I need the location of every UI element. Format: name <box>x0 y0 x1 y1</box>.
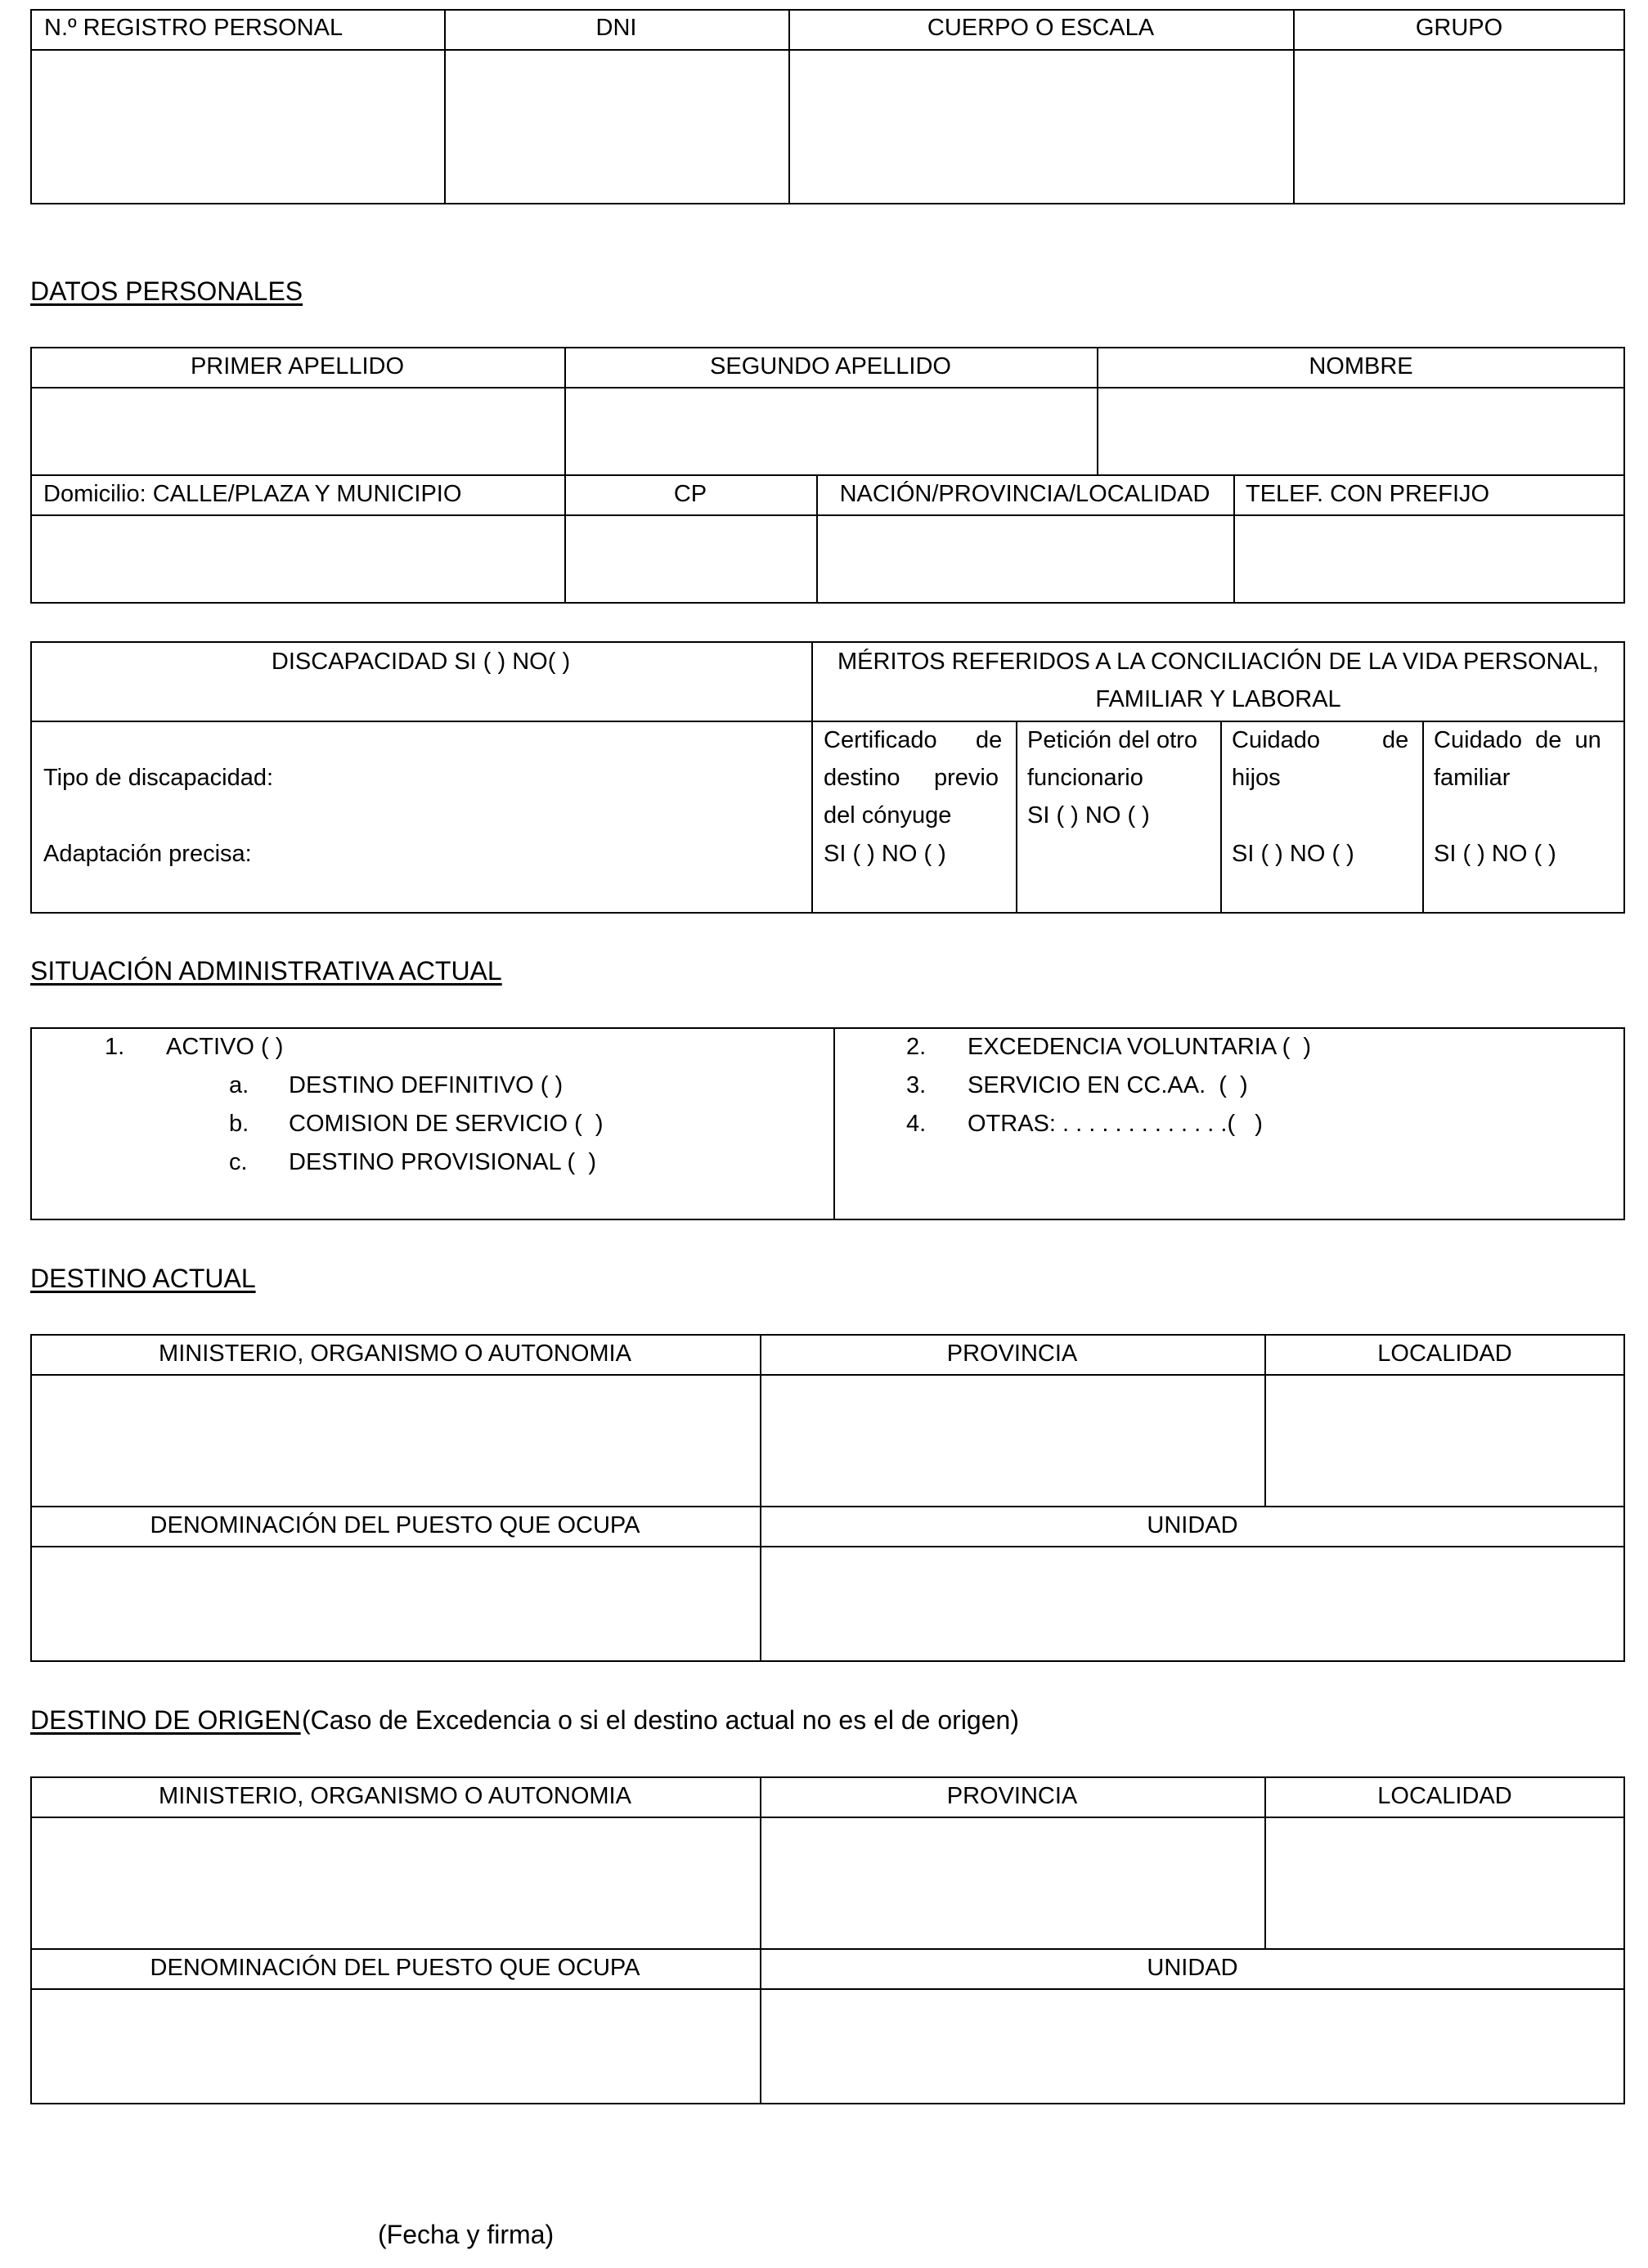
cp-field[interactable] <box>566 516 815 603</box>
merito-hijos-line1b: de <box>1382 727 1409 753</box>
merito-hijos-line1a: Cuidado <box>1232 727 1321 753</box>
situacion-num-b: b. <box>229 1111 249 1137</box>
header-grupo: GRUPO <box>1415 15 1503 41</box>
origen-denominacion-field[interactable] <box>32 1990 759 2104</box>
header-nacion-provincia-localidad: NACIÓN/PROVINCIA/LOCALIDAD <box>839 481 1210 507</box>
merito-certificado-line1b: de <box>976 727 1003 753</box>
primer-apellido-field[interactable] <box>32 388 564 474</box>
merito-familiar-si-no[interactable]: SI ( ) NO ( ) <box>1434 841 1556 867</box>
section-title-situacion-administrativa: SITUACIÓN ADMINISTRATIVA ACTUAL <box>30 956 502 986</box>
merito-peticion-si-no[interactable]: SI ( ) NO ( ) <box>1027 802 1150 829</box>
registro-personal-field[interactable] <box>32 51 443 203</box>
header-dni: DNI <box>595 15 637 41</box>
header-discapacidad: DISCAPACIDAD SI ( ) NO( ) <box>271 649 571 675</box>
situacion-destino-provisional[interactable]: DESTINO PROVISIONAL ( ) <box>289 1149 596 1175</box>
origen-provincia-field[interactable] <box>761 1818 1264 1947</box>
situacion-num-1: 1. <box>105 1034 125 1060</box>
grupo-field[interactable] <box>1295 51 1624 203</box>
header-cp: CP <box>673 481 707 507</box>
header-primer-apellido: PRIMER APELLIDO <box>190 353 405 379</box>
nacion-provincia-localidad-field[interactable] <box>818 516 1233 603</box>
header-segundo-apellido: SEGUNDO APELLIDO <box>710 353 951 379</box>
merito-certificado-line3: del cónyuge <box>824 802 952 829</box>
situacion-servicio-ccaa[interactable]: SERVICIO EN CC.AA. ( ) <box>968 1072 1248 1098</box>
merito-familiar-line1: Cuidado de un <box>1434 727 1601 753</box>
nombre-field[interactable] <box>1098 388 1624 474</box>
telefono-field[interactable] <box>1235 516 1624 603</box>
fecha-firma-label: (Fecha y firma) <box>378 2220 555 2249</box>
origen-unidad-field[interactable] <box>761 1990 1624 2104</box>
situacion-num-a: a. <box>229 1072 249 1098</box>
actual-ministerio-field[interactable] <box>32 1376 759 1505</box>
merito-hijos-si-no[interactable]: SI ( ) NO ( ) <box>1232 841 1354 867</box>
actual-provincia-field[interactable] <box>761 1376 1264 1505</box>
actual-header-provincia: PROVINCIA <box>946 1341 1078 1367</box>
tipo-discapacidad-label: Tipo de discapacidad: <box>43 765 274 791</box>
situacion-excedencia-voluntaria[interactable]: EXCEDENCIA VOLUNTARIA ( ) <box>968 1034 1312 1060</box>
merito-certificado-line2b: previo <box>934 765 999 791</box>
origen-header-provincia: PROVINCIA <box>946 1783 1078 1809</box>
origen-header-unidad: UNIDAD <box>1147 1955 1238 1981</box>
situacion-comision-servicio[interactable]: COMISION DE SERVICIO ( ) <box>289 1111 604 1137</box>
merito-certificado-si-no[interactable]: SI ( ) NO ( ) <box>824 841 946 867</box>
dni-field[interactable] <box>446 51 788 203</box>
merito-peticion-line1: Petición del otro <box>1027 727 1197 753</box>
actual-header-unidad: UNIDAD <box>1147 1512 1238 1538</box>
header-cuerpo-escala: CUERPO O ESCALA <box>927 15 1155 41</box>
merito-peticion-line2: funcionario <box>1027 765 1143 791</box>
merito-familiar-line2: familiar <box>1434 765 1511 791</box>
origen-header-localidad: LOCALIDAD <box>1377 1783 1512 1809</box>
actual-header-localidad: LOCALIDAD <box>1377 1341 1512 1367</box>
header-nombre: NOMBRE <box>1309 353 1413 379</box>
origen-localidad-field[interactable] <box>1266 1818 1624 1947</box>
section-title-destino-actual: DESTINO ACTUAL <box>30 1264 256 1293</box>
merito-hijos-line2: hijos <box>1232 765 1281 791</box>
cuerpo-escala-field[interactable] <box>790 51 1292 203</box>
section-title-datos-personales: DATOS PERSONALES <box>30 276 303 306</box>
situacion-num-4: 4. <box>906 1111 927 1137</box>
situacion-otras[interactable]: OTRAS: . . . . . . . . . . . . .( ) <box>968 1111 1263 1137</box>
origen-header-denominacion: DENOMINACIÓN DEL PUESTO QUE OCUPA <box>150 1955 640 1981</box>
header-telefono: TELEF. CON PREFIJO <box>1246 481 1490 507</box>
destino-origen-note: (Caso de Excedencia o si el destino actual no es el de origen) <box>302 1705 1019 1735</box>
actual-header-ministerio: MINISTERIO, ORGANISMO O AUTONOMIA <box>159 1341 631 1367</box>
situacion-num-c: c. <box>229 1149 248 1175</box>
actual-header-denominacion: DENOMINACIÓN DEL PUESTO QUE OCUPA <box>150 1512 640 1538</box>
domicilio-field[interactable] <box>32 516 564 603</box>
origen-header-ministerio: MINISTERIO, ORGANISMO O AUTONOMIA <box>159 1783 631 1809</box>
section-title-destino-origen: DESTINO DE ORIGEN <box>30 1705 301 1735</box>
actual-unidad-field[interactable] <box>761 1547 1624 1661</box>
adaptacion-precisa-label: Adaptación precisa: <box>43 841 252 867</box>
actual-denominacion-field[interactable] <box>32 1547 759 1661</box>
header-meritos-line1: MÉRITOS REFERIDOS A LA CONCILIACIÓN DE LA VIDA PERSONAL, <box>837 649 1599 675</box>
merito-certificado-line1a: Certificado <box>824 727 937 753</box>
situacion-num-3: 3. <box>906 1072 927 1098</box>
actual-localidad-field[interactable] <box>1266 1376 1624 1505</box>
header-domicilio: Domicilio: CALLE/PLAZA Y MUNICIPIO <box>43 481 462 507</box>
situacion-destino-definitivo[interactable]: DESTINO DEFINITIVO ( ) <box>289 1072 564 1098</box>
situacion-num-2: 2. <box>906 1034 927 1060</box>
header-meritos-line2: FAMILIAR Y LABORAL <box>1095 686 1341 712</box>
merito-certificado-line2a: destino <box>824 765 900 791</box>
segundo-apellido-field[interactable] <box>566 388 1096 474</box>
header-registro-personal: N.º REGISTRO PERSONAL <box>44 15 344 41</box>
situacion-activo[interactable]: ACTIVO ( ) <box>166 1034 284 1060</box>
origen-ministerio-field[interactable] <box>32 1818 759 1947</box>
